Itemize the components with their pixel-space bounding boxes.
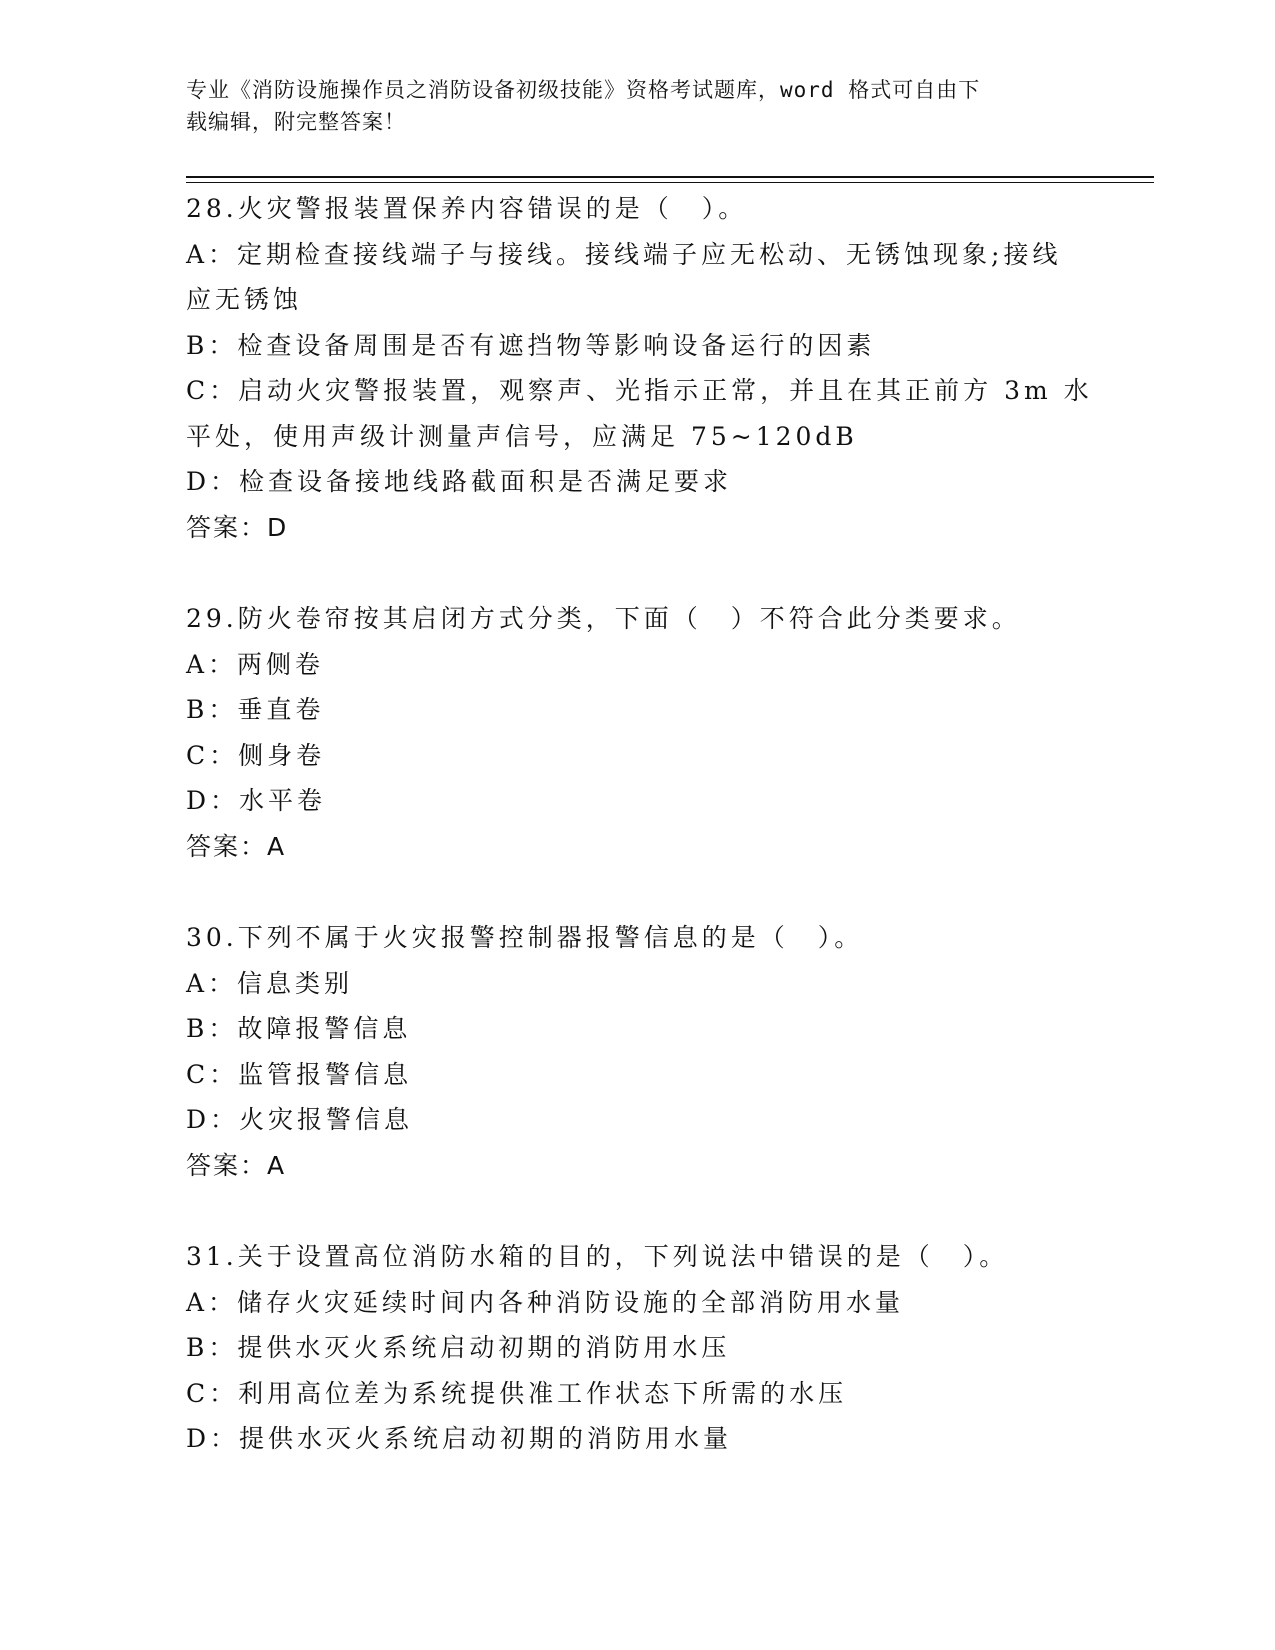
header-line: 载编辑，附完整答案！: [186, 110, 406, 134]
option-b: B：提供水灭火系统启动初期的消防用水压: [186, 1333, 731, 1362]
option-a: A：定期检查接线端子与接线。接线端子应无松动、无锈蚀现象;接线: [186, 239, 1062, 269]
option-a-continued: 应无锈蚀: [186, 285, 303, 314]
question-28: [186, 186, 1093, 550]
header-divider: [186, 176, 1154, 178]
question-stem: 30.下列不属于火灾报警控制器报警信息的是（ ）。: [186, 923, 864, 952]
option-d: D：检查设备接地线路截面积是否满足要求: [186, 467, 733, 496]
option-b: B：垂直卷: [186, 695, 325, 724]
question-31: [186, 1234, 1086, 1462]
option-a: A：两侧卷: [186, 649, 325, 679]
header-line: 专业《消防设施操作员之消防设备初级技能》资格考试题库，word 格式可自由下: [186, 78, 981, 102]
question-stem: 31.关于设置高位消防水箱的目的，下列说法中错误的是（ ）。: [186, 1242, 1009, 1271]
option-a: A：信息类别: [186, 968, 354, 998]
option-c: C：监管报警信息: [186, 1059, 413, 1089]
option-c: C：利用高位差为系统提供准工作状态下所需的水压: [186, 1378, 848, 1408]
option-d: D：提供水灭火系统启动初期的消防用水量: [186, 1424, 733, 1453]
answer: 答案：A: [186, 831, 287, 861]
option-b: B：检查设备周围是否有遮挡物等影响设备运行的因素: [186, 330, 876, 360]
question-30: [186, 915, 1086, 1188]
option-c: C：侧身卷: [186, 740, 326, 770]
question-stem: 28.火灾警报装置保养内容错误的是（ ）。: [186, 194, 748, 223]
option-d: D：水平卷: [186, 786, 327, 815]
option-d: D：火灾报警信息: [186, 1105, 414, 1134]
question-stem: 29.防火卷帘按其启闭方式分类，下面（ ）不符合此分类要求。: [186, 604, 1021, 633]
option-c: C：启动火灾警报装置，观察声、光指示正常，并且在其正前方 3m 水: [186, 376, 1093, 405]
question-list: [186, 186, 1093, 1508]
option-c-continued: 平处，使用声级计测量声信号，应满足 75~120dB: [186, 421, 858, 451]
answer: 答案：A: [186, 1150, 287, 1180]
option-a: A：储存火灾延续时间内各种消防设施的全部消防用水量: [186, 1287, 905, 1317]
header-divider-thin: [186, 182, 1154, 183]
document-header: [186, 74, 1066, 138]
answer: 答案：D: [186, 512, 289, 542]
option-b: B：故障报警信息: [186, 1014, 412, 1043]
question-29: [186, 596, 1086, 869]
